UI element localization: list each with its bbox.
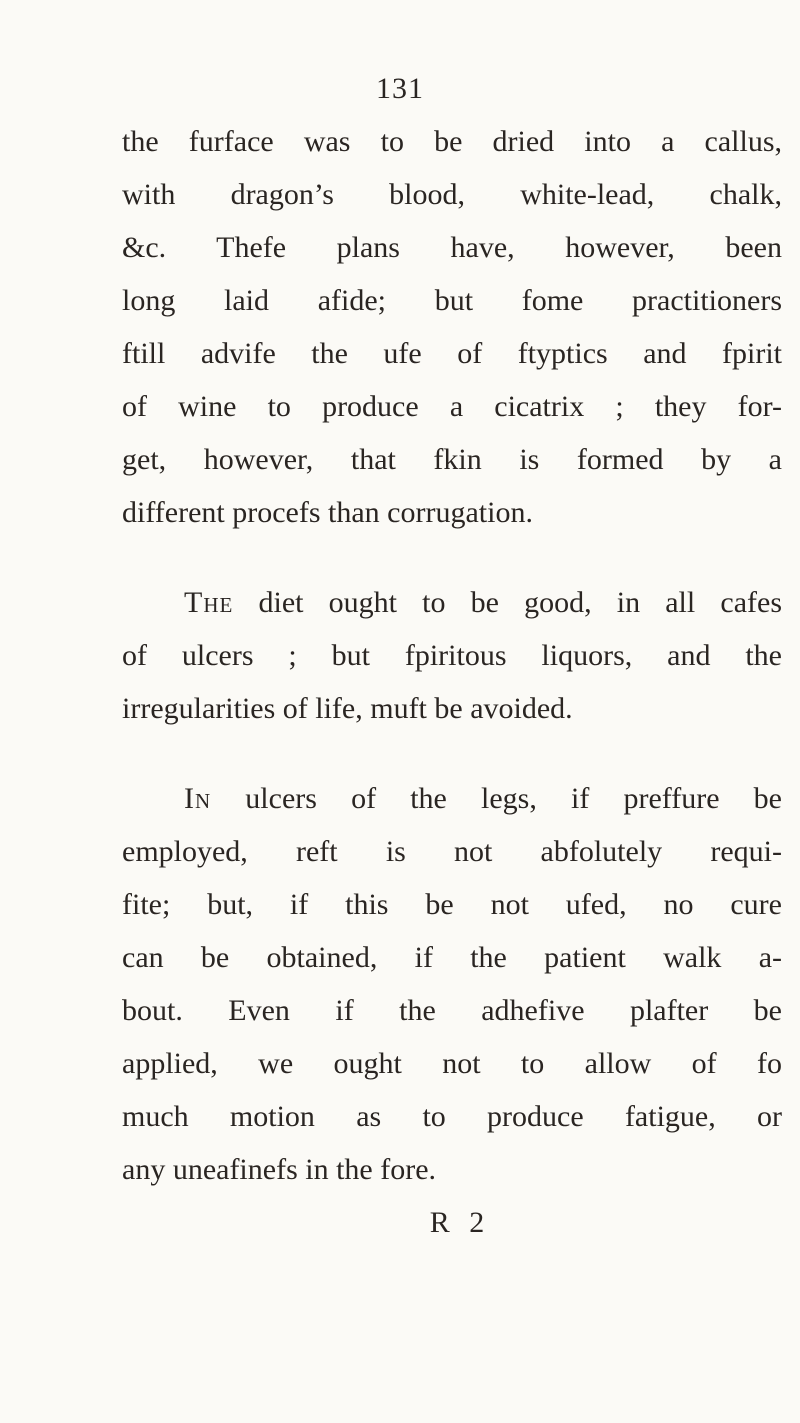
text-line: get, however, that fkin is formed by a — [122, 443, 782, 476]
text-line: can be obtained, if the patient walk a- — [122, 941, 782, 974]
text-line: of ulcers ; but fpiritous liquors, and the — [122, 639, 782, 672]
paragraph-lead: The — [184, 586, 234, 619]
text-line: the furface was to be dried into a callus, — [122, 125, 782, 158]
text-line: any uneafinefs in the fore. — [122, 1153, 437, 1186]
text-line: ftill advife the ufe of ftyptics and fpirit — [122, 337, 782, 370]
text-line — [184, 588, 782, 618]
text-line: bout. Even if the adhefive plafter be — [122, 994, 782, 1027]
text-line: long laid afide; but fome practitioners — [122, 284, 782, 317]
text-line: of wine to produce a cicatrix ; they for- — [122, 390, 782, 423]
text-line-rest: diet ought to be good, in all cafes — [233, 586, 782, 619]
text-line: different procefs than corrugation. — [122, 496, 533, 529]
text-line-rest: ulcers of the legs, if preffure be — [211, 782, 782, 815]
text-line: fite; but, if this be not ufed, no cure — [122, 888, 782, 921]
text-line: with dragon’s blood, white-lead, chalk, — [122, 178, 782, 211]
text-line: irregularities of life, muft be avoided. — [122, 692, 573, 725]
text-line: much motion as to produce fatigue, or — [122, 1100, 782, 1133]
text-line: &c. Thefe plans have, however, been — [122, 231, 782, 264]
text-line — [184, 784, 782, 814]
page-number: 131 — [376, 72, 424, 105]
signature-mark: R 2 — [429, 1206, 491, 1239]
text-line: applied, we ought not to allow of fo — [122, 1047, 782, 1080]
paragraph-lead: In — [184, 782, 212, 815]
text-line: employed, reft is not abfolutely requi- — [122, 835, 782, 868]
